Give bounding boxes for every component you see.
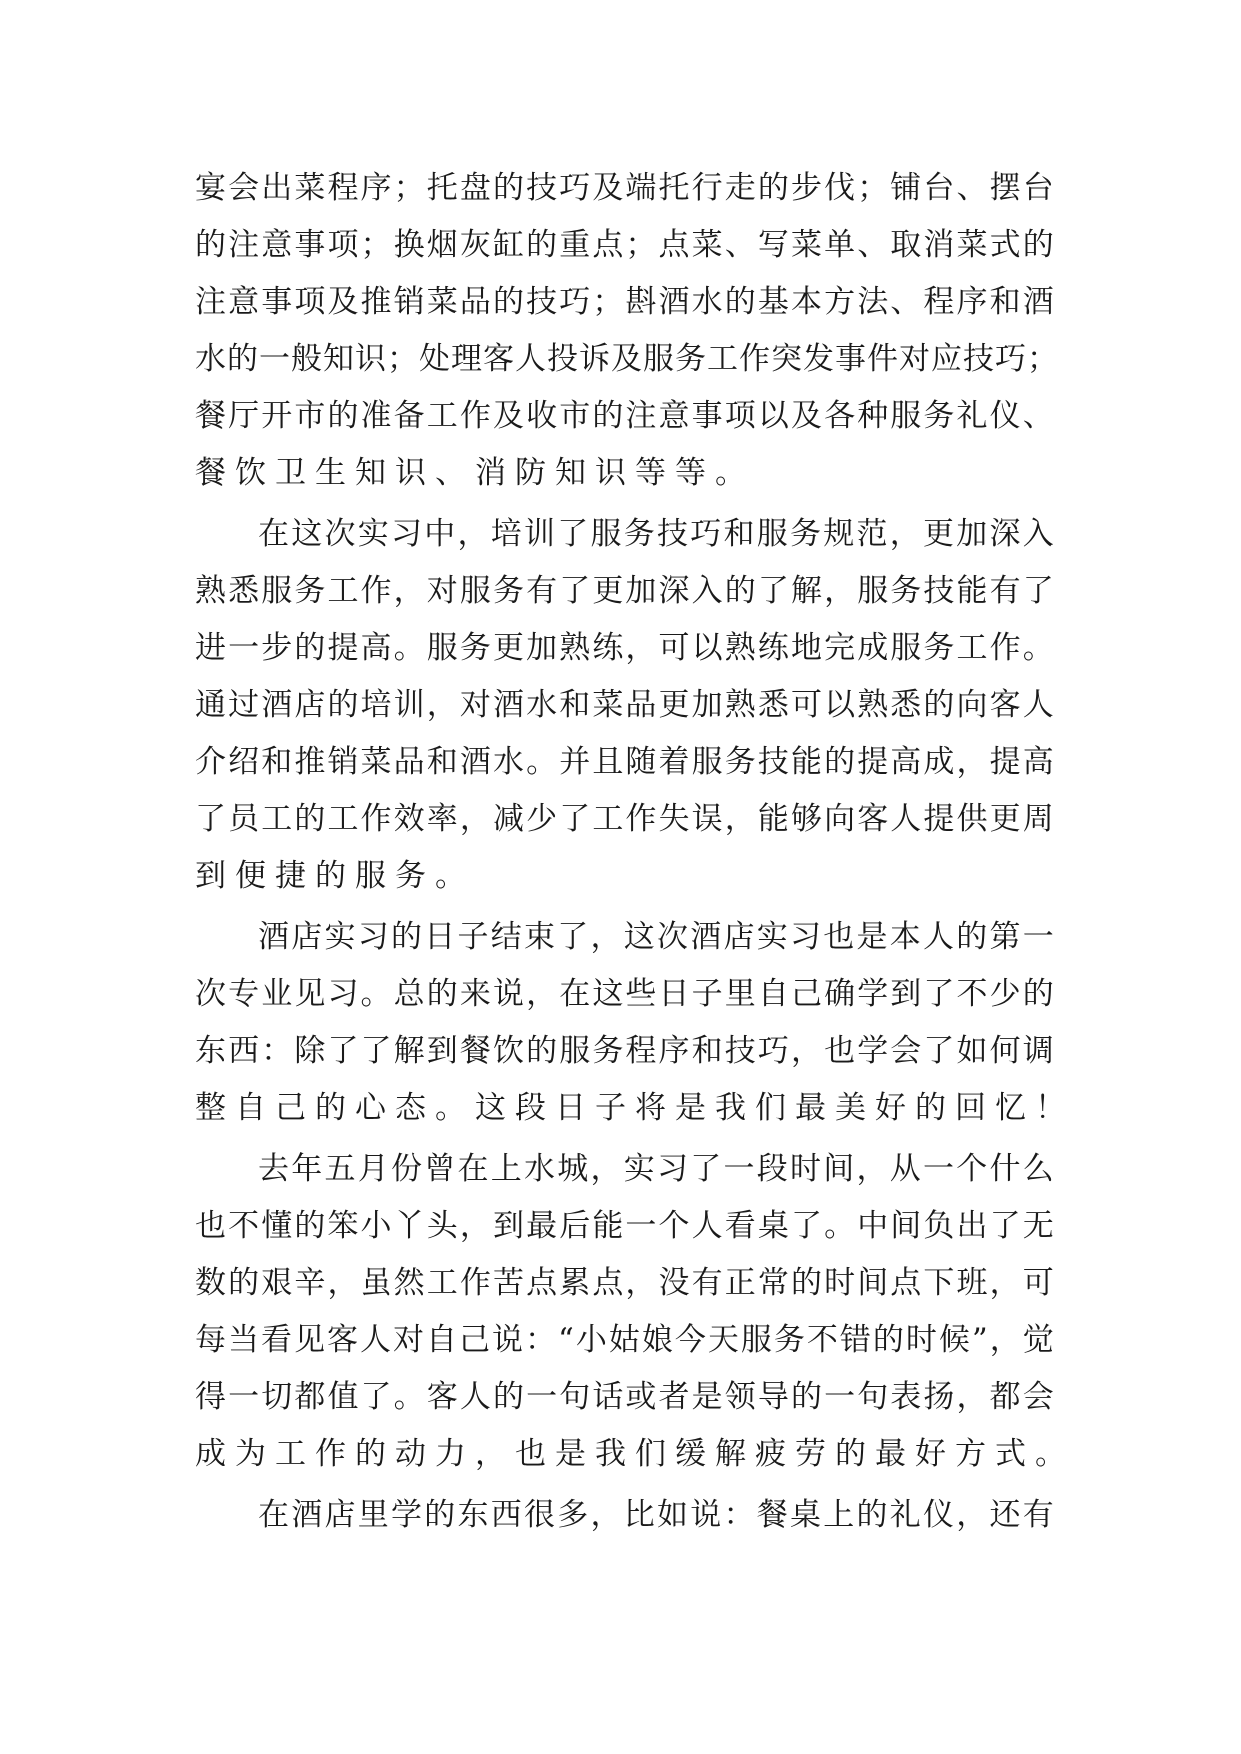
text-line: 数 的 艰 辛 ， 虽 然 工 作 苦 点 累 点 ， 没 有 正 常 的 时 间 点 下 班 ， 可 [195, 1265, 1055, 1301]
text-line: 整 自 己 的 心 态 。 这 段 日 子 将 是 我 们 最 美 好 的 回 忆 ！ [195, 1090, 1075, 1126]
document-body [195, 160, 1075, 1544]
text-line: 餐 饮 卫 生 知 识 、 消 防 知 识 等 等 。 [195, 455, 755, 491]
text-line: 每 当 看 见 客 人 对 自 己 说 ： “ 小 姑 娘 今 天 服 务 不 错 的 时 候 ” ， 觉 [195, 1322, 1055, 1358]
text-line: 也 不 懂 的 笨 小 丫 头 ， 到 最 后 能 一 个 人 看 桌 了 。 中 间 负 出 了 无 [195, 1208, 1055, 1244]
paragraph-3 [195, 909, 1075, 1137]
text-line: 熟 悉 服 务 工 作 ， 对 服 务 有 了 更 加 深 入 的 了 解 ， 服 务 技 能 有 了 [195, 573, 1055, 609]
text-line: 去 年 五 月 份 曾 在 上 水 城 ， 实 习 了 一 段 时 间 ， 从 一 个 什 么 [258, 1151, 1055, 1187]
text-line: 水 的 一 般 知 识 ； 处 理 客 人 投 诉 及 服 务 工 作 突 发 事 件 对 应 技 巧 ； [195, 341, 1059, 377]
paragraph-2 [195, 506, 1055, 905]
paragraph-5 [195, 1487, 1055, 1544]
text-line: 成 为 工 作 的 动 力 ， 也 是 我 们 缓 解 疲 劳 的 最 好 方 式 。 [195, 1436, 1075, 1472]
paragraph-1 [195, 160, 1059, 502]
text-line: 东 西 ： 除 了 了 解 到 餐 饮 的 服 务 程 序 和 技 巧 ， 也 学 会 了 如 何 调 [195, 1033, 1055, 1069]
text-line: 次 专 业 见 习 。 总 的 来 说 ， 在 这 些 日 子 里 自 己 确 学 到 了 不 少 的 [195, 976, 1055, 1012]
text-line: 的 注 意 事 项 ； 换 烟 灰 缸 的 重 点 ； 点 菜 、 写 菜 单 、 取 消 菜 式 的 [195, 227, 1055, 263]
text-line: 在 酒 店 里 学 的 东 西 很 多 ， 比 如 说 ： 餐 桌 上 的 礼 仪 ， 还 有 [258, 1497, 1055, 1533]
text-line: 通 过 酒 店 的 培 训 ， 对 酒 水 和 菜 品 更 加 熟 悉 可 以 熟 悉 的 向 客 人 [195, 687, 1055, 723]
text-line: 到 便 捷 的 服 务 。 [195, 858, 475, 894]
text-line: 了 员 工 的 工 作 效 率 ， 减 少 了 工 作 失 误 ， 能 够 向 客 人 提 供 更 周 [195, 801, 1055, 837]
text-line: 宴 会 出 菜 程 序 ； 托 盘 的 技 巧 及 端 托 行 走 的 步 伐 ； 铺 台 、 摆 台 [195, 170, 1055, 206]
text-line: 介 绍 和 推 销 菜 品 和 酒 水 。 并 且 随 着 服 务 技 能 的 提 高 成 ， 提 高 [195, 744, 1055, 780]
paragraph-4 [195, 1141, 1075, 1483]
text-line: 进 一 步 的 提 高 。 服 务 更 加 熟 练 ， 可 以 熟 练 地 完 成 服 务 工 作 。 [195, 630, 1055, 666]
text-line: 酒 店 实 习 的 日 子 结 束 了 ， 这 次 酒 店 实 习 也 是 本 人 的 第 一 [258, 919, 1055, 955]
text-line: 在 这 次 实 习 中 ， 培 训 了 服 务 技 巧 和 服 务 规 范 ， 更 加 深 入 [258, 516, 1055, 552]
text-line: 得 一 切 都 值 了 。 客 人 的 一 句 话 或 者 是 领 导 的 一 句 表 扬 ， 都 会 [195, 1379, 1055, 1415]
text-line: 餐 厅 开 市 的 准 备 工 作 及 收 市 的 注 意 事 项 以 及 各 种 服 务 礼 仪 、 [195, 398, 1055, 434]
text-line: 注 意 事 项 及 推 销 菜 品 的 技 巧 ； 斟 酒 水 的 基 本 方 法 、 程 序 和 酒 [195, 284, 1055, 320]
